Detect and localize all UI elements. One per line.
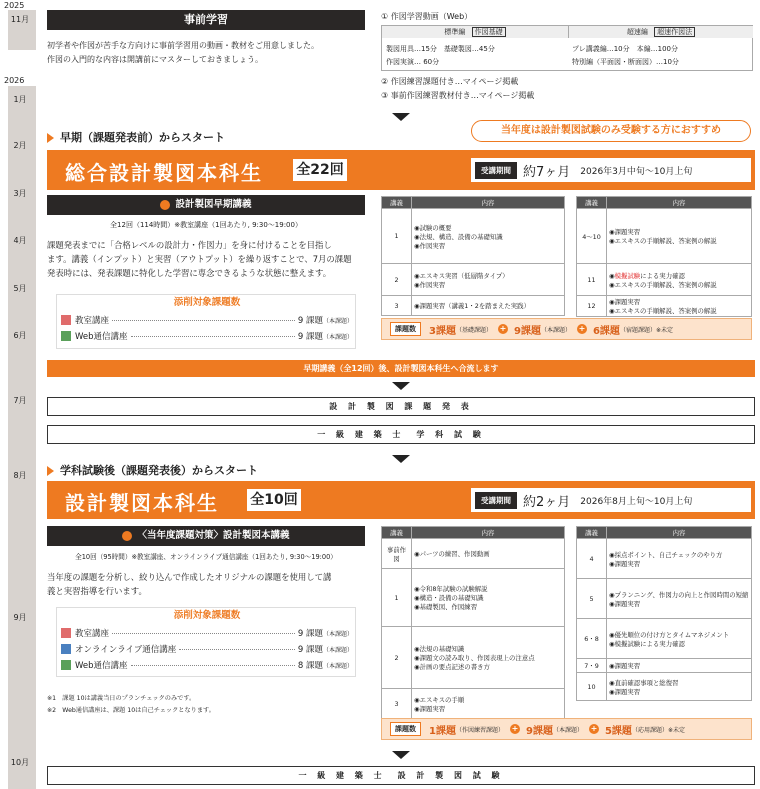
early-course-title — [47, 195, 365, 215]
month-label: 11月 — [10, 15, 30, 24]
lecture-no: 1 — [382, 209, 412, 264]
content-line: ◉課題実習（講義1・2を踏まえた実践） — [414, 302, 530, 310]
summary-value: 1課題 — [429, 725, 456, 737]
lecture-content — [412, 689, 565, 719]
sub-title: 添削対象課題数 — [173, 610, 241, 621]
early-heading-text: 早期（課題発表前）からスタート — [60, 131, 225, 144]
announce-box: 設 計 製 図 課 題 発 表 — [47, 397, 755, 416]
content-line: ◉課題実習 — [609, 228, 641, 236]
pre-study-title: 事前学習 — [47, 10, 365, 30]
lecture-content — [607, 539, 752, 579]
early-desc — [47, 238, 377, 280]
table-row — [577, 659, 752, 673]
content-line: ◉基礎製図、作図練習 — [414, 603, 478, 611]
row-unit: （本課題） — [322, 646, 353, 654]
lecture-content — [607, 619, 752, 659]
lecture-no: 3 — [382, 296, 412, 316]
period-dates: 2026年8月上旬〜10月上旬 — [580, 496, 693, 507]
late-banner — [47, 481, 755, 519]
arrow-down-icon — [392, 455, 410, 463]
late-period — [471, 488, 751, 512]
table-row — [577, 539, 752, 579]
lecture-no: 7・9 — [577, 659, 607, 673]
row-value: 9 課題 — [297, 645, 323, 655]
content-line: ◉課題実習 — [609, 662, 641, 670]
submission-row — [61, 313, 353, 327]
month-label: 1月 — [13, 95, 27, 104]
lecture-content — [412, 569, 565, 627]
table-row — [382, 539, 565, 569]
standard-tag: 作図基礎 — [472, 27, 506, 37]
row-unit: （本課題） — [322, 317, 353, 325]
table-row — [382, 689, 565, 719]
row-label: Web通信講座 — [75, 332, 128, 342]
lecture-content — [607, 659, 752, 673]
content-line: ◉課題文の読み取り、作図表現上の注意点 — [414, 654, 535, 662]
content-line: ◉課題実習 — [609, 298, 641, 306]
lecture-no: 12 — [577, 296, 607, 317]
late-submission-box — [56, 607, 356, 677]
content-line: ◉課題実習 — [414, 704, 446, 713]
content-line: ◉プランニング、作図力の向上と作図時間の短縮 — [609, 590, 749, 599]
early-course-title-text: 設計製図早期講義 — [175, 199, 252, 210]
late-count-badge: 全10回 — [247, 489, 301, 511]
lecture-content — [607, 296, 752, 317]
classroom-icon — [61, 315, 71, 325]
lecture-content — [412, 539, 565, 569]
table-row — [577, 209, 752, 264]
th-content: 内容 — [607, 197, 752, 209]
plus-icon: + — [511, 724, 519, 733]
table-row — [577, 673, 752, 701]
summary-sub: （応用課題） — [631, 726, 668, 734]
desc-line: 発表時には、発表課題に特化した学習に専念できるような状態に整えます。 — [47, 268, 332, 278]
row-label: 教室講座 — [75, 316, 110, 326]
early-submission-box — [56, 294, 356, 349]
submission-row — [61, 658, 353, 672]
summary-sub: （宿題課題） — [619, 326, 656, 334]
table-row — [577, 579, 752, 619]
table-row — [382, 569, 565, 627]
summary-value: 9課題 — [513, 325, 541, 337]
table-row — [577, 264, 752, 296]
month-label: 4月 — [13, 236, 27, 245]
summary-sub: （本課題） — [540, 326, 571, 334]
summary-label: 課題数 — [390, 322, 421, 336]
recommend-badge: 当年度は設計製図試験のみ受験する方におすすめ — [471, 120, 751, 142]
desc-line: 義と実習指導を行います。 — [47, 586, 147, 596]
desc-line: 当年度の課題を分析し、絞り込んで作成したオリジナルの課題を使用して講 — [47, 572, 332, 582]
merge-banner: 早期講義（全12回）後、設計製図本科生へ合流します — [47, 360, 755, 377]
content-line: ◉課題実習 — [609, 599, 641, 608]
pre-item: ② 作図練習課題付き…マイページ掲載 — [381, 77, 519, 86]
row-label: オンラインライブ通信講座 — [75, 645, 177, 655]
content-line: ◉課題実習 — [609, 687, 641, 696]
lecture-content — [412, 209, 565, 264]
summary-value: 3課題 — [429, 325, 456, 337]
pre-study-line: 初学者や作図が苦手な方向けに事前学習用の動画・教材をご用意しました。 — [47, 41, 319, 50]
th-content: 内容 — [607, 527, 752, 539]
early-table-left — [381, 196, 565, 316]
web-icon — [61, 331, 71, 341]
month-label: 3月 — [13, 189, 27, 198]
live-icon — [61, 644, 71, 654]
pre-study-text — [47, 39, 377, 67]
summary-label: 課題数 — [390, 722, 421, 736]
month-label: 8月 — [13, 471, 27, 480]
pre-study-line: 作図の入門的な内容は開講前にマスターしておきましょう。 — [47, 55, 263, 64]
lecture-no: 10 — [577, 673, 607, 701]
content-line: ◉優先順位の付け方とタイムマネジメント — [609, 630, 730, 639]
th-lecture: 講義 — [382, 527, 412, 539]
summary-value: 6課題 — [592, 325, 620, 337]
lecture-no: 6・8 — [577, 619, 607, 659]
lecture-content — [412, 264, 565, 296]
table-row — [577, 296, 752, 317]
early-table-right — [576, 196, 752, 317]
submission-row — [61, 329, 353, 343]
lecture-no: 4〜10 — [577, 209, 607, 264]
content-line: ◉模擬試験による実力確認 — [609, 271, 685, 280]
th-content: 内容 — [412, 197, 565, 209]
lecture-no: 事前作図 — [382, 539, 412, 569]
lecture-no: 2 — [382, 627, 412, 689]
arrow-down-icon — [392, 113, 410, 121]
early-heading — [47, 129, 225, 145]
table-row — [382, 209, 565, 264]
content-line: ◉エスキス実習（低層階タイプ） — [414, 271, 509, 280]
table-row — [382, 264, 565, 296]
lecture-no: 4 — [577, 539, 607, 579]
early-summary — [381, 318, 752, 340]
row-value: 9 課題 — [297, 629, 323, 639]
content-line: ◉構造・設備の基礎知識 — [414, 594, 484, 602]
course-icon — [122, 531, 132, 541]
year-label: 2026 — [4, 76, 25, 85]
lecture-content — [607, 264, 752, 296]
summary-value: 5課題 — [604, 725, 632, 737]
content-line: ◉法規、構造、設備の基礎知識 — [414, 232, 503, 241]
lecture-no: 1 — [382, 569, 412, 627]
th-content: 内容 — [412, 527, 565, 539]
standard-line: 製図用具…15分 基礎製図…45分 — [386, 45, 495, 53]
lecture-content — [607, 209, 752, 264]
lecture-no: 11 — [577, 264, 607, 296]
period-label: 受講期間 — [475, 492, 517, 509]
late-table-right — [576, 526, 752, 701]
summary-value: 9課題 — [525, 725, 553, 737]
lecture-content — [607, 579, 752, 619]
content-line: ◉パーツの練習、作図動画 — [414, 550, 490, 558]
plus-icon: + — [499, 324, 507, 333]
late-heading-text: 学科試験後（課題発表後）からスタート — [60, 464, 258, 477]
row-value: 9 課題 — [297, 332, 323, 342]
lecture-content — [412, 296, 565, 316]
late-table-left — [381, 526, 565, 719]
footnote: ※1 課題 10は講義当日のプランチェックのみです。 — [47, 695, 196, 702]
row-value: 8 課題 — [297, 661, 323, 671]
early-count-badge: 全22回 — [293, 159, 347, 181]
th-lecture: 講義 — [577, 527, 607, 539]
late-course-sub: 全10回（95時間）※教室講座、オンラインライブ通信講座（1回あたり, 9:30〜19:00） — [75, 553, 337, 561]
arrow-down-icon — [392, 382, 410, 390]
month-label: 2月 — [13, 141, 27, 150]
advanced-line: 特別編（平面図・断面図）…10分 — [572, 58, 679, 66]
standard-label: 標準編 — [444, 28, 466, 36]
highlight-text: 模擬試験 — [614, 271, 641, 280]
late-desc — [47, 570, 377, 598]
early-course-sub: 全12回（114時間）※教室講座（1回あたり, 9:30〜19:00） — [110, 221, 302, 229]
content-line: ◉法規の基礎知識 — [414, 645, 465, 653]
content-line: ◉直前確認事項と総復習 — [609, 678, 679, 687]
year-label: 2025 — [4, 1, 25, 10]
footnote: ※2 Web通信講座は、課題 10は自己チェックとなります。 — [47, 707, 215, 714]
arrow-down-icon — [392, 751, 410, 759]
content-line: ◉課題実習 — [609, 559, 641, 568]
advanced-tag: 超速作図法 — [654, 27, 695, 37]
row-label: Web通信講座 — [75, 661, 128, 671]
classroom-icon — [61, 628, 71, 638]
triangle-icon — [47, 133, 54, 143]
th-lecture: 講義 — [577, 197, 607, 209]
row-value: 9 課題 — [297, 316, 323, 326]
row-unit: （本課題） — [322, 662, 353, 670]
desc-line: ます。講義（インプット）と実習（アウトプット）を繰り返すことで、7月の課題 — [47, 254, 352, 264]
standard-line: 作図実演… 60分 — [386, 58, 440, 66]
content-line: ◉作図実習 — [414, 280, 446, 289]
late-course-title — [47, 526, 365, 546]
content-line: ◉採点ポイント、自己チェックのやり方 — [609, 550, 723, 559]
content-line: ◉試験の概要 — [414, 223, 452, 232]
video-table — [381, 25, 753, 71]
advanced-label: 超速編 — [626, 28, 648, 36]
final-exam-box: 一 級 建 築 士 設 計 製 図 試 験 — [47, 766, 755, 785]
row-label: 教室講座 — [75, 629, 110, 639]
summary-note: ※未定 — [667, 726, 685, 734]
submission-row — [61, 642, 353, 656]
month-label: 6月 — [13, 331, 27, 340]
plus-icon: + — [590, 724, 598, 733]
period-main: 約2ヶ月 — [523, 494, 571, 510]
content-line: ◉エスキスの手順解説、答案例の解説 — [609, 237, 717, 245]
month-label: 7月 — [13, 396, 27, 405]
web-icon — [61, 660, 71, 670]
plus-icon: + — [578, 324, 586, 333]
th-lecture: 講義 — [382, 197, 412, 209]
content-line: ◉作図実習 — [414, 241, 446, 250]
summary-sub: （作図練習課題） — [455, 726, 504, 734]
content-line: ◉計画の要点記述の書き方 — [414, 663, 490, 671]
early-period — [471, 158, 751, 182]
content-line: ◉令和8年試験の試験解説 — [414, 585, 488, 593]
content-line: ◉エスキスの手順解説、答案例の解説 — [609, 280, 717, 289]
summary-sub: （本課題） — [552, 726, 583, 734]
content-line: ◉エスキスの手順解説、答案例の解説 — [609, 307, 717, 315]
summary-note: ※未定 — [655, 326, 673, 334]
row-unit: （本課題） — [322, 333, 353, 341]
late-banner-title: 設計製図本科生 — [65, 491, 219, 515]
table-row — [382, 296, 565, 316]
late-heading — [47, 462, 258, 478]
pre-item: ③ 事前作図練習教材付き…マイページ掲載 — [381, 91, 535, 100]
period-main: 約7ヶ月 — [523, 164, 571, 180]
early-banner-title: 総合設計製図本科生 — [65, 161, 263, 185]
content-line: ◉模擬試験による実力確認 — [609, 639, 685, 648]
triangle-icon — [47, 466, 54, 476]
lecture-content — [607, 673, 752, 701]
late-summary — [381, 718, 752, 740]
lecture-no: 5 — [577, 579, 607, 619]
desc-line: 課題発表までに「合格レベルの設計力・作図力」を身に付けることを目指し — [47, 240, 332, 250]
period-label: 受講期間 — [475, 162, 517, 179]
video-title: ① 作図学習動画（Web） — [381, 12, 473, 21]
month-label: 9月 — [13, 613, 27, 622]
summary-sub: （基礎課題） — [455, 326, 492, 334]
timeline — [0, 0, 38, 789]
course-icon — [160, 200, 170, 210]
advanced-line: プレ講義編…10分 本編…100分 — [572, 45, 678, 53]
table-row — [577, 619, 752, 659]
lecture-content — [412, 627, 565, 689]
early-banner — [47, 150, 755, 190]
gakka-exam-box: 一 級 建 築 士 学 科 試 験 — [47, 425, 755, 444]
submission-row — [61, 626, 353, 640]
period-dates: 2026年3月中旬〜10月上旬 — [580, 166, 693, 177]
lecture-no: 3 — [382, 689, 412, 719]
content-line: ◉エスキスの手順 — [414, 695, 465, 704]
month-label: 5月 — [13, 284, 27, 293]
table-row — [382, 627, 565, 689]
row-unit: （本課題） — [322, 630, 353, 638]
sub-title: 添削対象課題数 — [173, 297, 241, 308]
late-course-title-text: 〈当年度課題対策〉設計製図本講義 — [137, 530, 290, 541]
lecture-no: 2 — [382, 264, 412, 296]
month-label: 10月 — [10, 758, 30, 767]
